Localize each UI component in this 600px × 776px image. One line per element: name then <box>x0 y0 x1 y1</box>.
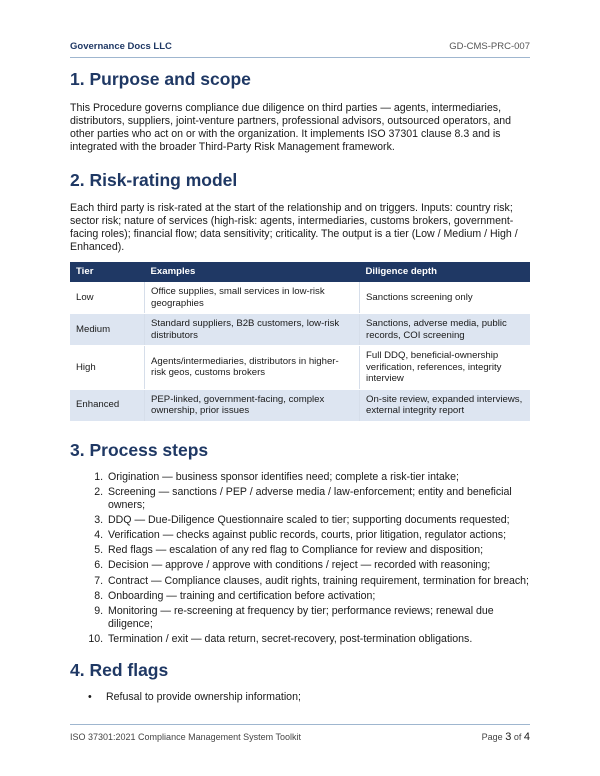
list-item: 9. Monitoring — re-screening at frequency by tier; performance reviews; renewal due diligence; <box>106 605 530 631</box>
document-id: GD-CMS-PRC-007 <box>449 41 530 52</box>
section-purpose <box>70 69 530 154</box>
red-flags-list <box>70 691 530 704</box>
page-number <box>482 731 530 743</box>
page-content <box>70 66 530 704</box>
list-item: 3. DDQ — Due-Diligence Questionnaire scaled to tier; supporting documents requested; <box>106 514 530 527</box>
table-cell-tier: Enhanced <box>70 389 145 421</box>
page-total: 4 <box>523 731 530 743</box>
table-cell-examples: Office supplies, small services in low-risk geographies <box>145 282 360 314</box>
table-cell-tier: Low <box>70 282 145 314</box>
section-title-red-flags: 4. Red flags <box>70 660 169 681</box>
table-cell-diligence: On-site review, expanded interviews, external integrity report <box>360 389 531 421</box>
table-row <box>70 389 530 421</box>
page-of: of <box>513 732 522 742</box>
list-item: 8. Onboarding — training and certification before activation; <box>106 590 530 603</box>
list-item: 2. Screening — sanctions / PEP / adverse media / law-enforcement; entity and beneficial owners; <box>106 486 530 512</box>
section-risk-rating <box>70 170 530 422</box>
table-cell-examples: Agents/intermediaries, distributors in higher-risk geos, customs brokers <box>145 346 360 390</box>
table-row <box>70 346 530 390</box>
table-cell-diligence: Sanctions, adverse media, public records, COI screening <box>360 314 531 346</box>
list-item: 7. Contract — Compliance clauses, audit rights, training requirement, termination for breach; <box>106 575 530 588</box>
table-row <box>70 314 530 346</box>
red-flag-text: Refusal to provide ownership information; <box>106 691 301 704</box>
table-cell-diligence: Full DDQ, beneficial-ownership verification, references, integrity interview <box>360 346 531 390</box>
risk-tier-table <box>70 262 530 422</box>
table-header-tier: Tier <box>70 262 145 282</box>
list-item: 5. Red flags — escalation of any red flag to Compliance for review and disposition; <box>106 544 530 557</box>
table-row <box>70 282 530 314</box>
section-red-flags <box>70 660 530 704</box>
table-header-examples: Examples <box>145 262 360 282</box>
page-footer <box>70 724 530 743</box>
list-item: 10. Termination / exit — data return, secret-recovery, post-termination obligations. <box>106 633 530 646</box>
company-name: Governance Docs LLC <box>70 41 172 52</box>
risk-rating-paragraph: Each third party is risk-rated at the start of the relationship and on triggers. Inputs: country risk; sector risk; nature of services (high-risk: agents, intermediaries, customs brokers, government-facing roles); financial flow; data sensitivity; criticality. The output is a tier (Low / Medium / High / Enhanced). <box>70 202 518 253</box>
list-item: 4. Verification — checks against public records, courts, prior litigation, regulator actions; <box>106 529 530 542</box>
list-item <box>88 691 530 704</box>
table-cell-diligence: Sanctions screening only <box>360 282 531 314</box>
list-item: 1. Origination — business sponsor identifies need; complete a risk-tier intake; <box>106 471 530 484</box>
section-process-steps <box>70 440 530 647</box>
table-cell-examples: PEP-linked, government-facing, complex ownership, prior issues <box>145 389 360 421</box>
table-cell-examples: Standard suppliers, B2B customers, low-risk distributors <box>145 314 360 346</box>
table-cell-tier: Medium <box>70 314 145 346</box>
footer-standard: ISO 37301:2021 Compliance Management System Toolkit <box>70 732 301 742</box>
section-title-risk-rating: 2. Risk-rating model <box>70 170 238 190</box>
page-label: Page <box>481 732 503 742</box>
list-item: 6. Decision — approve / approve with conditions / reject — recorded with reasoning; <box>106 559 530 572</box>
bullet-icon: • <box>88 691 92 704</box>
section-title-purpose: 1. Purpose and scope <box>70 69 251 89</box>
page-current: 3 <box>505 731 512 743</box>
section-title-process-steps: 3. Process steps <box>70 439 209 460</box>
table-header-diligence: Diligence depth <box>360 262 531 282</box>
table-cell-tier: High <box>70 346 145 390</box>
process-steps-list <box>70 471 530 647</box>
purpose-paragraph: This Procedure governs compliance due diligence on third parties — agents, intermediaries, distributors, suppliers, joint-venture partners, professional advisors, outsourced operators, and other parties who act on or with the organization. It implements ISO 37301 clause 8.3 and is integrated with the broader Third-Party Risk Management framework. <box>70 102 512 153</box>
table-header-row <box>70 262 530 282</box>
page-header <box>70 34 530 58</box>
